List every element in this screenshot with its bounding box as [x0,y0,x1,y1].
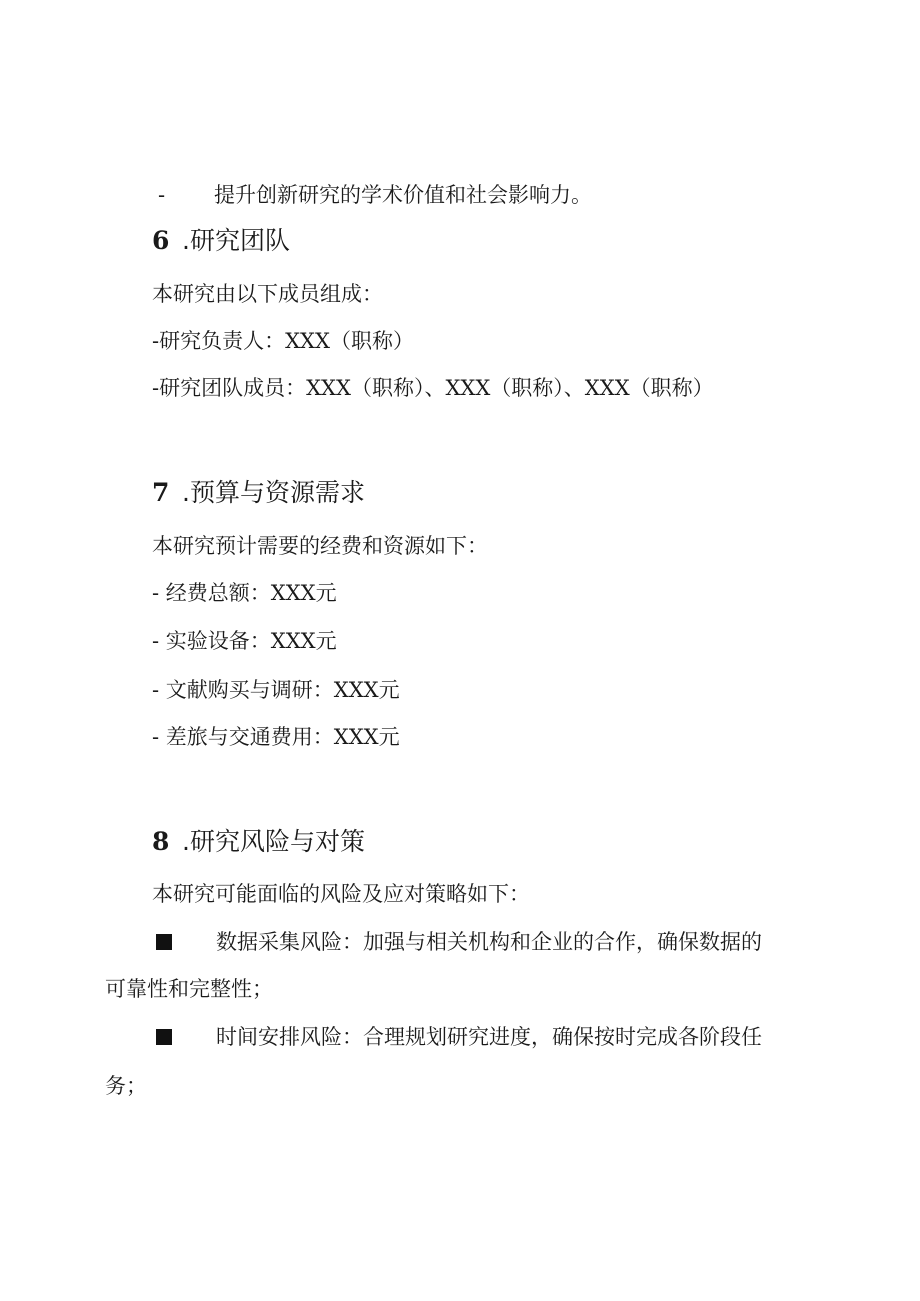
list-item [158,181,592,209]
list-item: -研究负责人：XXX（职称） [152,329,414,353]
list-item: -研究团队成员：XXX（职称）、XXX（职称）、XXX（职称） [152,376,714,400]
section-number: 7 [152,478,170,507]
risk-item [156,1023,762,1051]
section-intro: 本研究由以下成员组成： [152,282,383,306]
risk-item [156,928,762,956]
square-bullet-icon [156,1029,172,1045]
risk-item-continuation: 可靠性和完整性； [105,977,273,1001]
section-title: .预算与资源需求 [182,478,365,507]
section-title: .研究风险与对策 [182,827,365,856]
section-heading-8 [152,826,365,858]
section-number: 6 [152,226,170,255]
list-item: - 实验设备：XXX元 [152,629,337,653]
list-item: - 差旅与交通费用：XXX元 [152,725,400,749]
list-item: - 文献购买与调研：XXX元 [152,678,400,702]
dash-marker: - [158,183,166,207]
section-title: .研究团队 [182,226,290,255]
risk-item-text: 时间安排风险：合理规划研究进度，确保按时完成各阶段任 [216,1025,762,1049]
section-number: 8 [152,827,170,856]
section-heading-6 [152,225,290,257]
section-intro: 本研究预计需要的经费和资源如下： [152,534,488,558]
section-heading-7 [152,477,365,509]
risk-item-continuation: 务； [105,1074,147,1098]
risk-item-text: 数据采集风险：加强与相关机构和企业的合作，确保数据的 [216,930,762,954]
list-item: - 经费总额：XXX元 [152,581,337,605]
list-item-text: 提升创新研究的学术价值和社会影响力。 [214,183,592,207]
section-intro: 本研究可能面临的风险及应对策略如下： [152,882,530,906]
square-bullet-icon [156,934,172,950]
